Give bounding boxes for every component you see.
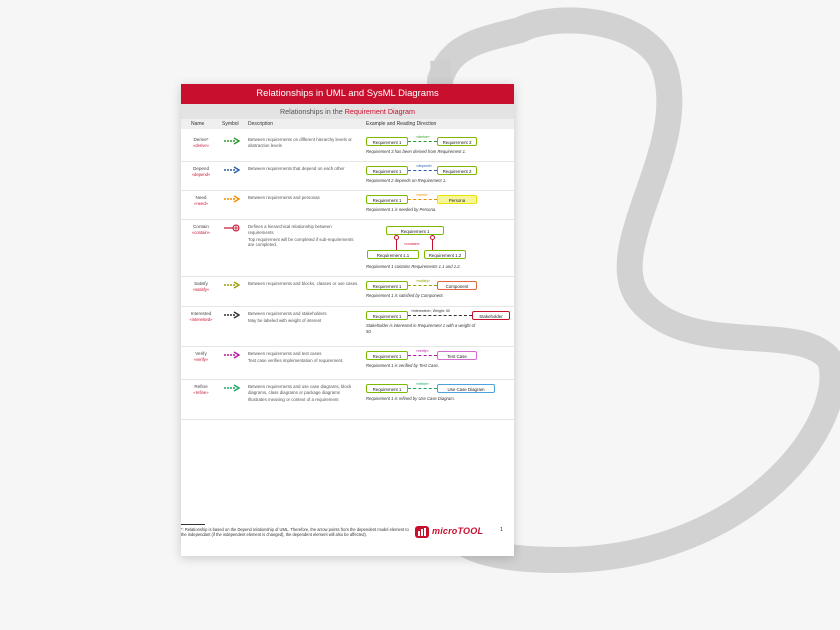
element-target: Requirement 3 [437,137,477,146]
relationship-label: Derive* [193,137,209,142]
relationship-label: Depend [192,166,210,171]
example-caption: Stakeholder is interested in Requirement 1 with a weight of 50. [366,323,476,334]
element-target: Test Case [437,351,477,360]
sheet-subtitle [181,104,514,119]
column-symbol: Symbol [222,121,239,127]
page-number: 1 [500,527,504,533]
relationship-description [248,351,358,364]
column-example: Example and Reading Direction [366,121,437,127]
description-text: Between requirements and stakeholders [248,311,327,316]
relationship-connector [408,355,437,357]
element-source: Requirement 1 [366,311,408,320]
relationship-name [183,351,219,363]
relationship-name [183,311,219,323]
table-row [181,306,514,347]
derive-arrow-icon [224,137,240,145]
depend-arrow-icon [224,166,240,174]
element-source: Requirement 1 [366,195,408,204]
table-row [181,346,514,380]
column-description: Description [248,121,274,127]
element-target: Requirement 2 [437,166,477,175]
verify-arrow-icon [224,351,240,359]
table-row [181,379,514,420]
relationship-label: Contain [193,224,209,229]
contain-arrow-icon [224,224,240,232]
relationship-name [183,137,219,149]
connector-label: «depend» [416,164,432,168]
relationship-label: Satisfy [194,281,208,286]
element-child: Requirement 1.2 [424,250,466,259]
element-target: Persona [437,195,477,204]
table-row [181,161,514,191]
description-note: Test case verifies implementation of requirement. [248,358,344,364]
example-caption: Requirement 1 contains Requirements 1.1 und 1.2. [366,264,461,269]
example-caption: Requirement 1 is needed by Persona. [366,207,437,212]
element-source: Requirement 1 [366,351,408,360]
table-row [181,219,514,277]
relationship-name [183,166,219,178]
column-header-row [181,119,514,129]
relationship-connector [408,141,437,143]
example-caption: Requirement 1 is verified by Test Case. [366,363,439,368]
relationship-label: Interested [190,311,212,316]
description-note: Top requirement will be completed if sub-requirements are completed. [248,236,354,248]
relationship-label: Refine [194,384,208,389]
relationship-name [183,195,219,207]
stereotype-label: «derive» [192,143,210,148]
connector-label: «need» [416,193,428,197]
connector-label: «refine» [416,382,429,386]
relationship-description [248,166,358,172]
table-row [181,276,514,307]
element-source: Requirement 1 [366,137,408,146]
description-text: Between requirements on different hierarchy levels or abstraction levels [248,137,352,148]
connector-label: «derive» [416,135,430,139]
subtitle-prefix: Relationships in the [279,107,345,116]
element-parent: Requirement 1 [386,226,444,235]
contain-circle-icon [430,235,435,240]
description-text: Defines a hierarchical relationship between requirements [248,224,332,235]
relationship-description [248,224,358,248]
connector-label: «contain» [404,242,420,246]
refine-arrow-icon [224,384,240,392]
description-text: Between requirements and use case diagrams, block diagrams, class diagrams or package diagrams [248,384,352,395]
stereotype-label: «need» [194,201,208,206]
column-name: Name [191,121,205,127]
interested-arrow-icon [224,311,240,319]
relationship-connector [408,315,472,317]
example-caption: Requirement 3 has been derived from Requirement 1. [366,149,467,154]
example-caption: Requirement 2 depends on Requirement 1. [366,178,447,183]
example-caption: Requirement 1 is satisfied by Component. [366,293,444,298]
relationship-name [183,224,219,236]
description-note: Illustrates meaning or context of a requirement [248,396,339,402]
table-row [181,190,514,220]
connector-label: «interested», Weight: 50 [411,309,450,313]
contain-circle-icon [394,235,399,240]
example-caption: Requirement 1 is refined by Use Case Diagram. [366,396,455,401]
stereotype-label: «interested» [189,317,213,322]
relationship-name [183,384,219,396]
cheat-sheet-page [181,84,514,556]
relationship-label: Need [195,195,207,200]
element-target: Component [437,281,477,290]
description-note: May be labeled with weight of interest [248,318,322,324]
relationship-name [183,281,219,293]
satisfy-arrow-icon [224,281,240,289]
stereotype-label: «refine» [193,390,209,395]
relationship-connector [408,285,437,287]
relationship-connector [408,388,437,390]
relationship-connector [408,199,437,201]
element-source: Requirement 1 [366,166,408,175]
example-diagram [366,382,512,462]
table-row [181,132,514,162]
stereotype-label: «depend» [191,172,211,177]
connector-label: «verify» [416,349,429,353]
microtool-logo [414,524,494,540]
logo-text: microTOOL [432,526,484,536]
description-text: Between requirements that depend on each other [248,166,345,171]
footnote: *: Relationship is based on the Depend relationship of UML. Therefore, the arrow points from the dependent model element to the independant (if the independent element is changed), the dependent element will also be affected). [181,527,409,538]
sheet-title: Relationships in UML and SysML Diagrams [181,84,514,104]
element-target: Use Case Diagram [437,384,495,393]
relationship-description [248,195,358,201]
stereotype-label: «contain» [191,230,211,235]
element-source: Requirement 1 [366,384,408,393]
relationship-label: Verify [195,351,207,356]
description-text: Between requirements and blocks, classes or use cases [248,281,358,286]
description-text: Between requirements and test cases [248,351,322,356]
stereotype-label: «satisfy» [192,287,210,292]
relationship-description [248,137,358,148]
element-child: Requirement 1.1 [367,250,419,259]
need-arrow-icon [224,195,240,203]
element-target: Stakeholder [472,311,510,320]
element-source: Requirement 1 [366,281,408,290]
logo-icon [414,524,430,540]
relationship-connector [408,170,437,172]
stereotype-label: «verify» [193,357,209,362]
connector-label: «satisfy» [416,279,431,283]
subtitle-accent: Requirement Diagram [344,107,416,116]
relationship-description [248,311,358,324]
footnote-rule [181,524,205,525]
description-text: Between requirements and personas [248,195,320,200]
relationship-description [248,281,358,287]
relationship-description [248,384,358,402]
